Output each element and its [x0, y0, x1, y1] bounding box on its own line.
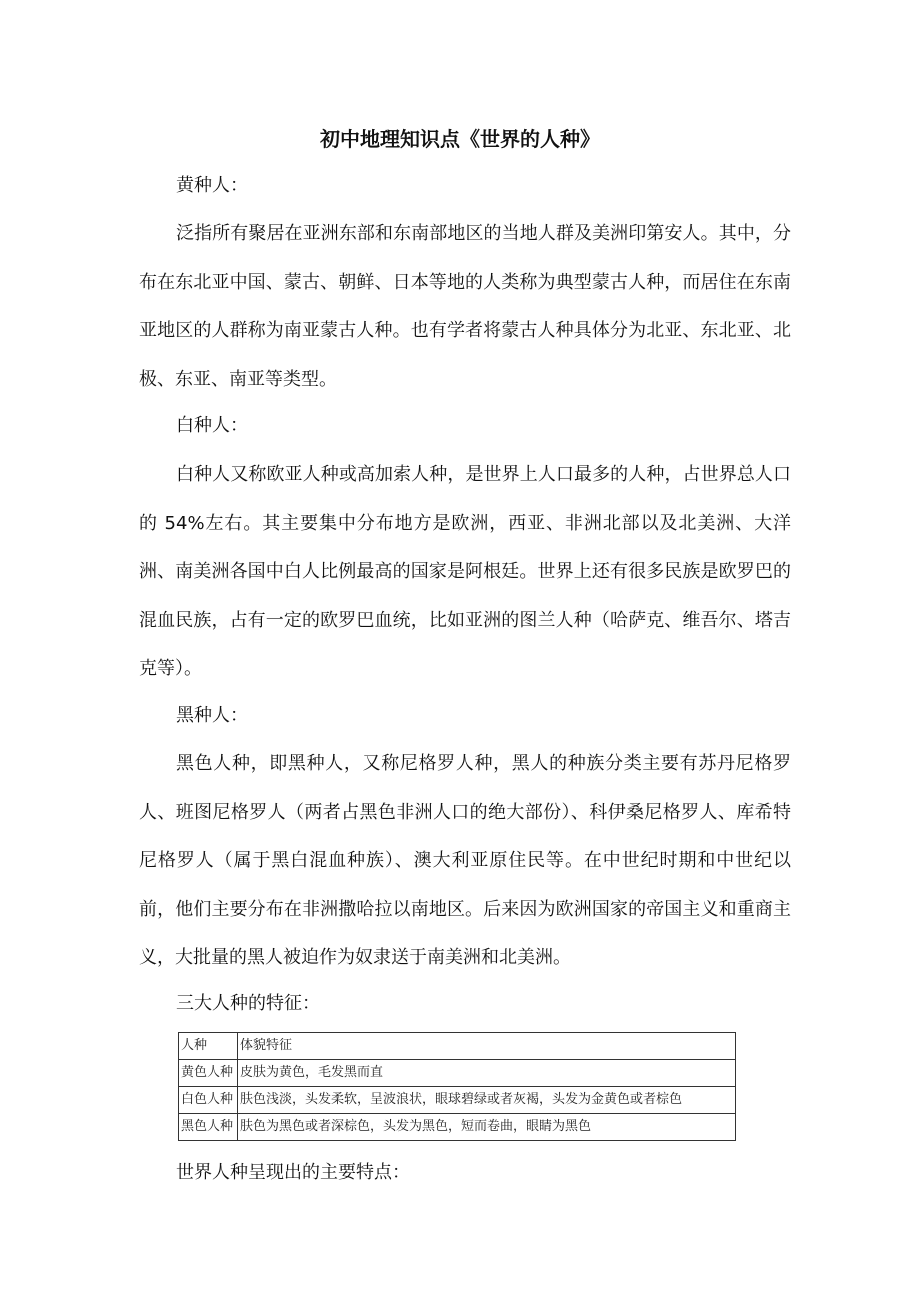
black-race-paragraph: 黑色人种，即黑种人，又称尼格罗人种，黑人的种族分类主要有苏丹尼格罗人、班图尼格罗人（两者占黑色非洲人口的绝大部份）、科伊桑尼格罗人、库希特尼格罗人（属于黑白混血种族）、澳大利亚原住民等。在中世纪时期和中世纪以前，他们主要分布在非洲撒哈拉以南地区。后来因为欧洲国家的帝国主义和重商主义，大批量的黑人被迫作为奴隶送于南美洲和北美洲。 — [139, 753, 791, 968]
race-traits-table — [178, 1032, 736, 1141]
table-cell: 黄色人种 — [179, 1060, 238, 1087]
page-title: 初中地理知识点《世界的人种》 — [320, 127, 600, 151]
table-header-cell: 人种 — [179, 1033, 238, 1060]
table-cell: 肤色为黑色或者深棕色，头发为黑色，短而卷曲，眼睛为黑色 — [238, 1114, 736, 1141]
main-traits-heading: 世界人种呈现出的主要特点： — [176, 1162, 410, 1183]
table-cell: 皮肤为黄色，毛发黑而直 — [238, 1060, 736, 1087]
white-race-heading: 白种人： — [176, 415, 248, 436]
yellow-race-paragraph: 泛指所有聚居在亚洲东部和东南部地区的当地人群及美洲印第安人。其中，分布在东北亚中国、蒙古、朝鲜、日本等地的人类称为典型蒙古人种，而居住在东南亚地区的人群称为南亚蒙古人种。也有学者将蒙古人种具体分为北亚、东北亚、北极、东亚、南亚等类型。 — [139, 223, 791, 390]
table-header-row — [179, 1033, 736, 1060]
black-race-heading: 黑种人： — [176, 705, 248, 726]
three-races-heading: 三大人种的特征： — [176, 993, 320, 1014]
white-race-paragraph: 白种人又称欧亚人种或高加索人种，是世界上人口最多的人种，占世界总人口的 54%左右。其主要集中分布地方是欧洲，西亚、非洲北部以及北美洲、大洋洲、南美洲各国中白人比例最高的国家是阿根廷。世界上还有很多民族是欧罗巴的混血民族，占有一定的欧罗巴血统，比如亚洲的图兰人种（哈萨克、维吾尔、塔吉克等）。 — [139, 464, 791, 679]
table-cell: 白色人种 — [179, 1087, 238, 1114]
table-row — [179, 1087, 736, 1114]
table-row — [179, 1060, 736, 1087]
table-row — [179, 1114, 736, 1141]
yellow-race-heading: 黄种人： — [176, 175, 248, 196]
table-cell: 肤色浅淡，头发柔软，呈波浪状，眼球碧绿或者灰褐，头发为金黄色或者棕色 — [238, 1087, 736, 1114]
table-header-cell: 体貌特征 — [238, 1033, 736, 1060]
table-cell: 黑色人种 — [179, 1114, 238, 1141]
